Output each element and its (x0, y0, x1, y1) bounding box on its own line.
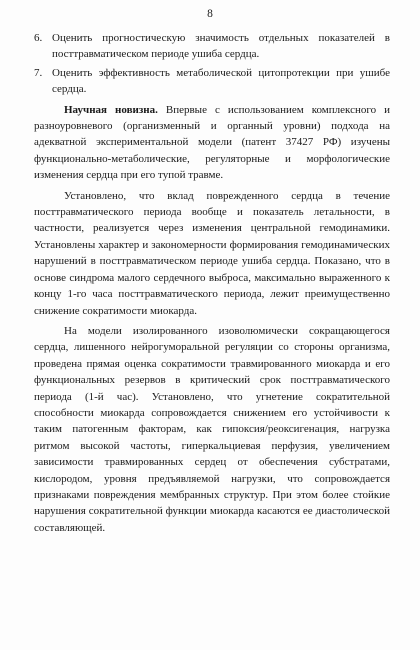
list-item-number: 6. (34, 32, 43, 44)
list-item-text: Оценить эффективность метаболической цитопротекции при ушибе сердца. (52, 66, 390, 96)
objectives-list (34, 30, 390, 98)
list-item-text: Оценить прогностическую значимость отдельных показателей в посттравматическом периоде ушиба сердца. (52, 32, 390, 61)
list-item-number: 7. (34, 66, 43, 79)
page-number: 8 (207, 8, 213, 20)
body-paragraph: На модели изолированного изоволюмически сокращающегося сердца, лишенного нейрогуморальной регуляции со стороны организма, проведена прямая оценка сократимости травмированного миокарда и его функциональных резервов в критический срок посттравматического периода (1-й час). Установлено, что угнетение сократительной способности миокарда сопровождается снижением его устойчивости к таким патогенным факторам, как гипоксия/реоксигенация, нагрузка ритмом высокой частоты, гиперкальциевая перфузия, увеличением зависимости травмированных сердец от обеспечения субстратами, кислородом, уровня предъявляемой нагрузки, что сопровождается признаками повреждения мембранных структур. При этом более стойкие нарушения сократительной функции миокарда касаются ее диастолической составляющей. (34, 324, 390, 534)
list-item (34, 65, 390, 98)
list-item (34, 30, 390, 63)
page-content (34, 30, 390, 536)
body-paragraph: Установлено, что вклад поврежденного сердца в течение посттравматического периода вообще и показатель летальности, в частности, реализуется через изменения центральной гемодинамики. Установлены характер и закономерности формирования гемодинамических нарушений в посттравматическом периоде ушиба сердца. Показано, что в основе синдрома малого сердечного выброса, максимально выраженного к концу 1-го часа посттравматического периода, лежит преимущественно снижение сократимости миокарда. (34, 189, 390, 317)
novelty-text: Впервые с использованием комплексного и разноуровневого (организменный и органный уровни) подхода на адекватной экспериментальной модели (патент 37427 РФ) изучены функционально-метаболические, регуляторные и морфологические изменения сердца при его тупой травме. (34, 103, 390, 182)
novelty-heading: Научная новизна. (64, 103, 158, 116)
novelty-paragraph (34, 102, 390, 184)
